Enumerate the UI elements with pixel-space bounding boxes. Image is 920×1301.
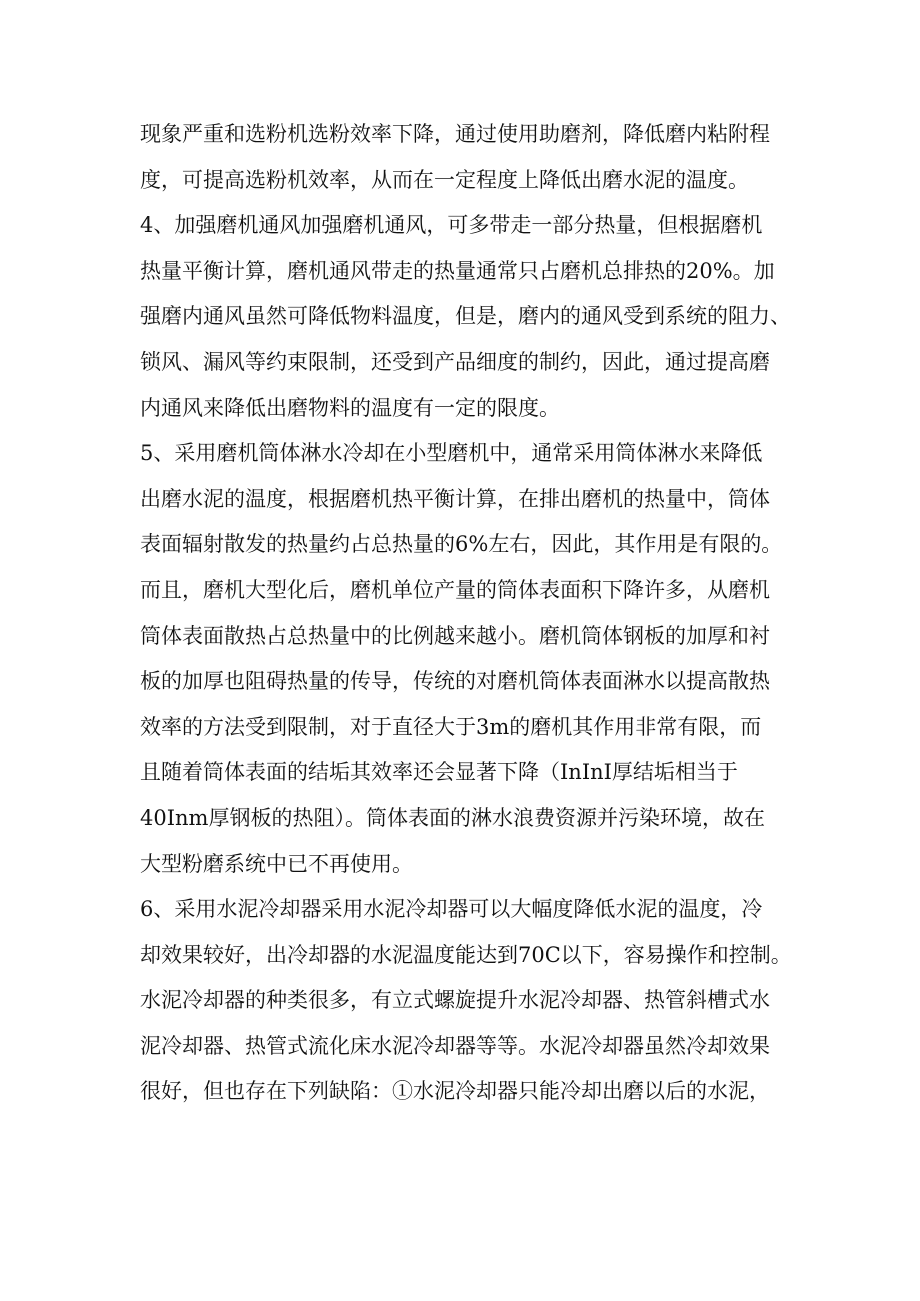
text-line-5: 强磨内通风虽然可降低物料温度，但是，磨内的通风受到系统的阻力、	[140, 304, 791, 329]
text-line-18: 6、采用水泥冷却器采用水泥冷却器可以大幅度降低水泥的温度，冷	[140, 897, 763, 922]
text-line-12: 筒体表面散热占总热量中的比例越来越小。磨机筒体钢板的加厚和衬	[140, 623, 770, 648]
text-line-13: 板的加厚也阻碍热量的传导，传统的对磨机筒体表面淋水以提高散热	[140, 669, 770, 694]
text-line-4: 热量平衡计算，磨机通风带走的热量通常只占磨机总排热的20%。加	[140, 258, 775, 283]
text-line-22: 很好，但也存在下列缺陷：①水泥冷却器只能冷却出磨以后的水泥，	[140, 1079, 770, 1104]
text-line-15: 且随着筒体表面的结垢其效率还会显著下降（InInI厚结垢相当于	[140, 760, 738, 785]
text-line-11: 而且，磨机大型化后，磨机单位产量的筒体表面积下降许多，从磨机	[140, 577, 770, 602]
text-line-8: 5、采用磨机筒体淋水冷却在小型磨机中，通常采用筒体淋水来降低	[140, 441, 763, 466]
text-line-17: 大型粉磨系统中已不再使用。	[140, 851, 413, 876]
text-line-14: 效率的方法受到限制，对于直径大于3m的磨机其作用非常有限，而	[140, 714, 762, 739]
text-line-9: 出磨水泥的温度，根据磨机热平衡计算，在排出磨机的热量中，筒体	[140, 486, 770, 511]
text-line-2: 度，可提高选粉机效率，从而在一定程度上降低出磨水泥的温度。	[140, 167, 749, 192]
text-line-3: 4、加强磨机通风加强磨机通风，可多带走一部分热量，但根据磨机	[140, 213, 763, 238]
text-line-16: 40Inm厚钢板的热阻）。筒体表面的淋水浪费资源并污染环境，故在	[140, 805, 765, 830]
document-body	[140, 112, 800, 1115]
text-line-1: 现象严重和选粉机选粉效率下降，通过使用助磨剂，降低磨内粘附程	[140, 122, 770, 146]
text-line-19: 却效果较好，出冷却器的水泥温度能达到70C以下，容易操作和控制。	[140, 942, 792, 967]
text-line-10: 表面辐射散发的热量约占总热量的6%左右，因此，其作用是有限的。	[140, 532, 783, 557]
text-line-20: 水泥冷却器的种类很多，有立式螺旋提升水泥冷却器、热管斜槽式水	[140, 988, 770, 1013]
text-line-6: 锁风、漏风等约束限制，还受到产品细度的制约，因此，通过提高磨	[140, 349, 770, 374]
text-line-7: 内通风来降低出磨物料的温度有一定的限度。	[140, 395, 560, 420]
text-line-21: 泥冷却器、热管式流化床水泥冷却器等等。水泥冷却器虽然冷却效果	[140, 1033, 770, 1058]
